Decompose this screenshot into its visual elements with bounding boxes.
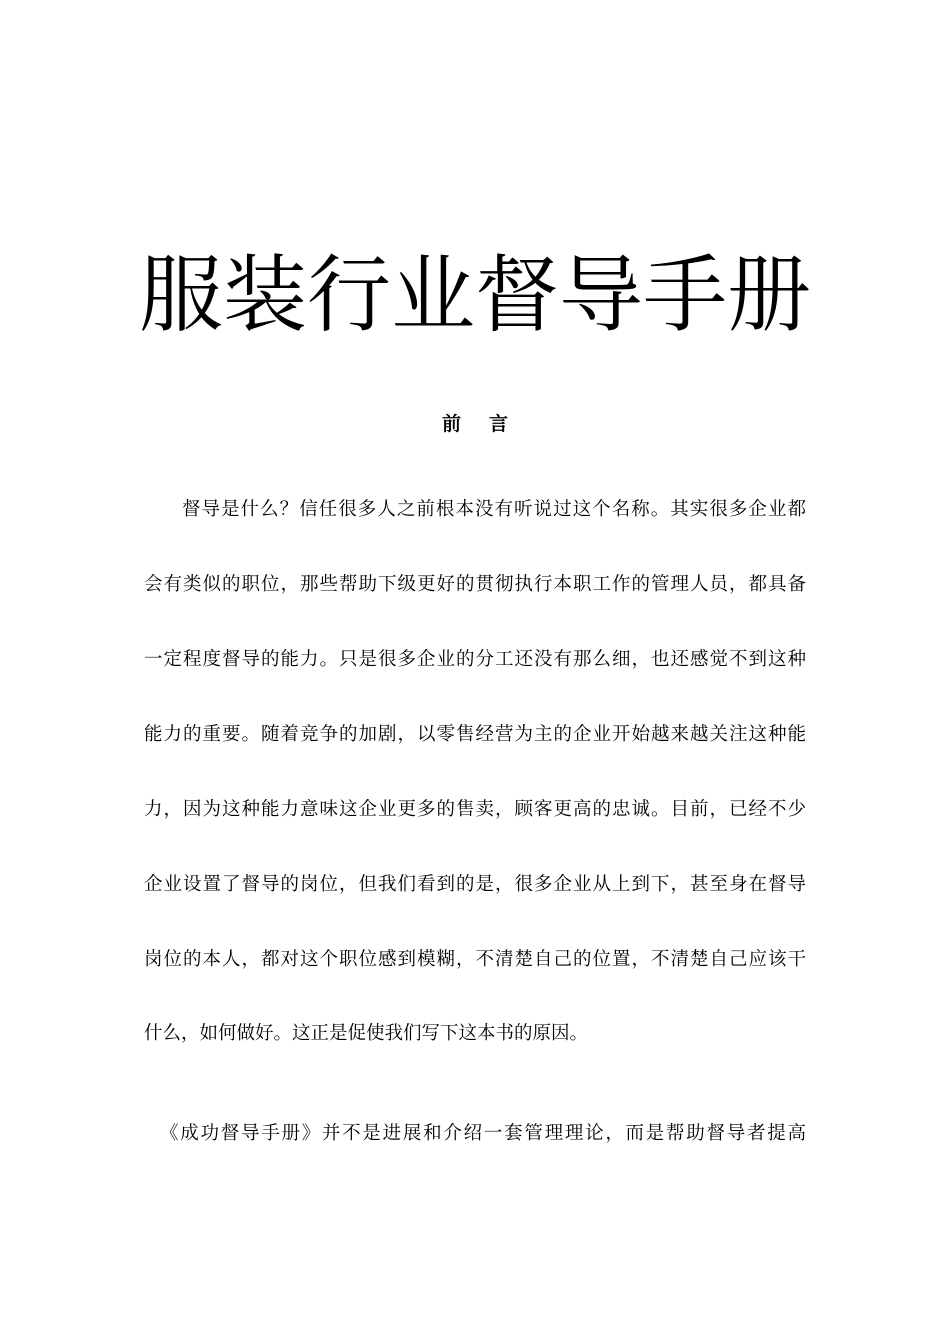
paragraph-2-line-1: 《成功督导手册》并不是进展和介绍一套管理理论，而是帮助督导者提高 [160,1123,806,1144]
preface-heading [0,410,950,438]
preface-heading-left: 前 [441,413,461,435]
paragraph-1-line-1: 督导是什么？信任很多人之前根本没有听说过这个名称。其实很多企业都 [182,499,806,520]
preface-heading-right: 言 [489,413,509,435]
paragraph-1-line-6: 企业设置了督导的岗位，但我们看到的是，很多企业从上到下，甚至身在督导 [144,874,806,895]
paragraph-1-line-5: 力，因为这种能力意味这企业更多的售卖，顾客更高的忠诚。目前，已经不少 [144,799,806,820]
paragraph-1-line-8: 什么，如何做好。这正是促使我们写下这本书的原因。 [144,1023,589,1044]
paragraph-1-line-3: 一定程度督导的能力。只是很多企业的分工还没有那么细，也还感觉不到这种 [144,649,806,670]
paragraph-1-line-2: 会有类似的职位，那些帮助下级更好的贯彻执行本职工作的管理人员，都具备 [144,574,806,595]
paragraph-1-line-7: 岗位的本人，都对这个职位感到模糊，不清楚自己的位置，不清楚自己应该干 [144,949,806,970]
paragraph-1-line-4: 能力的重要。随着竞争的加剧，以零售经营为主的企业开始越来越关注这种能 [144,724,806,745]
document-title: 服装行业督导手册 [138,246,811,344]
